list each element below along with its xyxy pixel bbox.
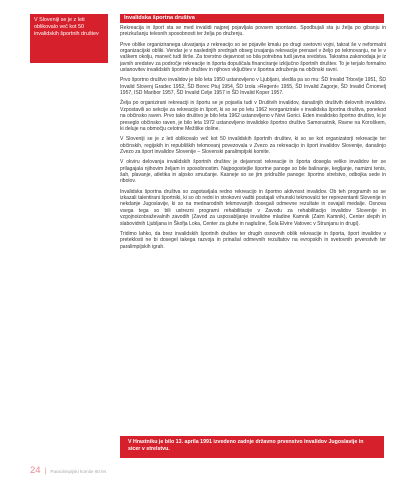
main-article [120, 25, 386, 254]
callout-text: V Hrastniku je bilo 13. aprila 1991 izvedeno zadnje državno prvenstvo invalidov Jugoslavije in sicer v strelstvu. [128, 439, 364, 452]
footer-title: Paraolimpijski komite 60 let [50, 469, 107, 474]
paragraph: Prvo športno društvo invalidov je bilo leta 1950 ustanovljeno v Ljubljani, sledila pa so mu: ŠD Invalid Trbovlje 1951, ŠD Invalid Slovenj Gradec 1952, ŠD Borec Ptuj 1954, ŠD Izola »Regent« 1955, ŠD Invalid Zagorje, ŠD Invalid Črnomelj 1957, ISD Maribor 1957, ŠD Invalid Celje 1957 in ŠD Invalid Koper 1957. [120, 77, 386, 97]
section-heading [120, 14, 384, 23]
footer-separator: | [44, 468, 47, 475]
paragraph: Želja po organizirani rekreaciji in športu se je pojavila tudi v Društvih invalidov, današnjih društvih delovnih invalidov. Vzpostavili so sekcije za rekreacijo in šport, ki so se po letu 1962 reorganizirale v invalidska športna društva, ponekod na občinsko raven. Prvo tako društvo je bilo leta 1962 ustanovljeno v Novi Gorici. Eden invalidsko športno društvo, ki je preseglo občinsko raven, je bilo leta 1972 ustanovljeno invalidsko športno društvo Samorastnik, Ravne na Koroškem, ki deluje na območju celotne Mežiške doline. [120, 100, 386, 133]
paragraph: Invalidska športna društva so zagotavljala redno rekreacijo in športno aktivnost invalidov. Ob teh programih so se izkazali talentirani športniki, ki so ob redni in strokovni vadbi postajali vrhunski tekmovalci ter reprezentanti Slovenije in nekdanje Jugoslavije, ki so na mednarodnih tekmovanjih dosegali odmevne rezultate in osvajali medalje. Osnova vsega tega so bili ustrezni programi rehabilitacije v Zavodu za rehabilitacijo invalidov Slovenije in vzgojnoizobraževalnih zavodih (Zavod za usposabljanje invalidne mladine Kamnik (Zaim Kamnik), Center slepih in slabovidnih Ljubljana in Škofja Loka, Center za gluhe in naglušne, Šola Elvire Vatovec v Strunjanu in drugi). [120, 188, 386, 227]
sidebar-highlight-text: V Sloveniji se je z leti oblikovalo več kot 50 invalidskih športnih društev [34, 17, 99, 37]
paragraph: Rekreacija in šport sta se med invalidi najprej pojavljala povsem spontano. Spodbujali sta ju želja po gibanju in preizkušanju telesnih sposobnosti ter želja po druženju. [120, 25, 386, 38]
page-number: 24 [30, 465, 41, 476]
paragraph: V okviru delovanja invalidskih športnih društev je dejavnost rekreacije in športa dosegla veliko invalidov ter se prilagajala njihovim željam in sposobnostim. Najpogostejše športne panoge so bile balinanje, kegljanje, namizni tenis, šah, plavanje, atletika in alpsko smučanje. Kasneje so se jim pridružile panoge: športno strelstvo, odbojka sede in ribolov. [120, 159, 386, 185]
paragraph: V Sloveniji se je z leti oblikovalo več kot 50 invalidskih športnih društev, ki so se kot organizatorji rekreacije ter občinskih, regijskih in republiških tekmovanj povezovala v Zvezo za rekreacijo in šport invalidov Slovenije, današnjo Zvezo za šport invalidov Slovenije – Slovenski paralimpijski komite. [120, 136, 386, 156]
page-footer [30, 465, 106, 475]
section-heading-text: Invalidska športna društva [124, 15, 195, 21]
sidebar-highlight-box [30, 14, 108, 63]
callout-box [120, 436, 384, 458]
paragraph: Prve oblike organiziranega ukvarjanja z rekreacijo so se pojavile kmalu po drugi svetovni vojni, takrat še v neformalni organizacijski obliki. Vendar je v naslednjih srednjah obseg izvajanja rekreacije prerasel v željo po tekmovanju, ne le v vaškem okolju, marveč tudi širše. Za tovrstno dejavnost so bila potrebna tudi javna sredstva. Takratna zakonodaja je iz javnih sredstev za področje rekreacije in športa dopuščala financiranje izključno športnih društev. To je terjalo formalno ustanovitev invalidskih športnih društev in njihovo vključitev v športna združenja na občinski ravni. [120, 41, 386, 74]
paragraph: Tridimo lahko, da brez invalidskih športnih društev ter drugih osnovnih oblik rekreacije in športa, šport invalidov v preteklosti ne bi dosegel takega razvoja in prinašal odmevnih rezultatov na evropskih in svetovnih prvenstvih ter paralimpijskih igrah. [120, 230, 386, 250]
